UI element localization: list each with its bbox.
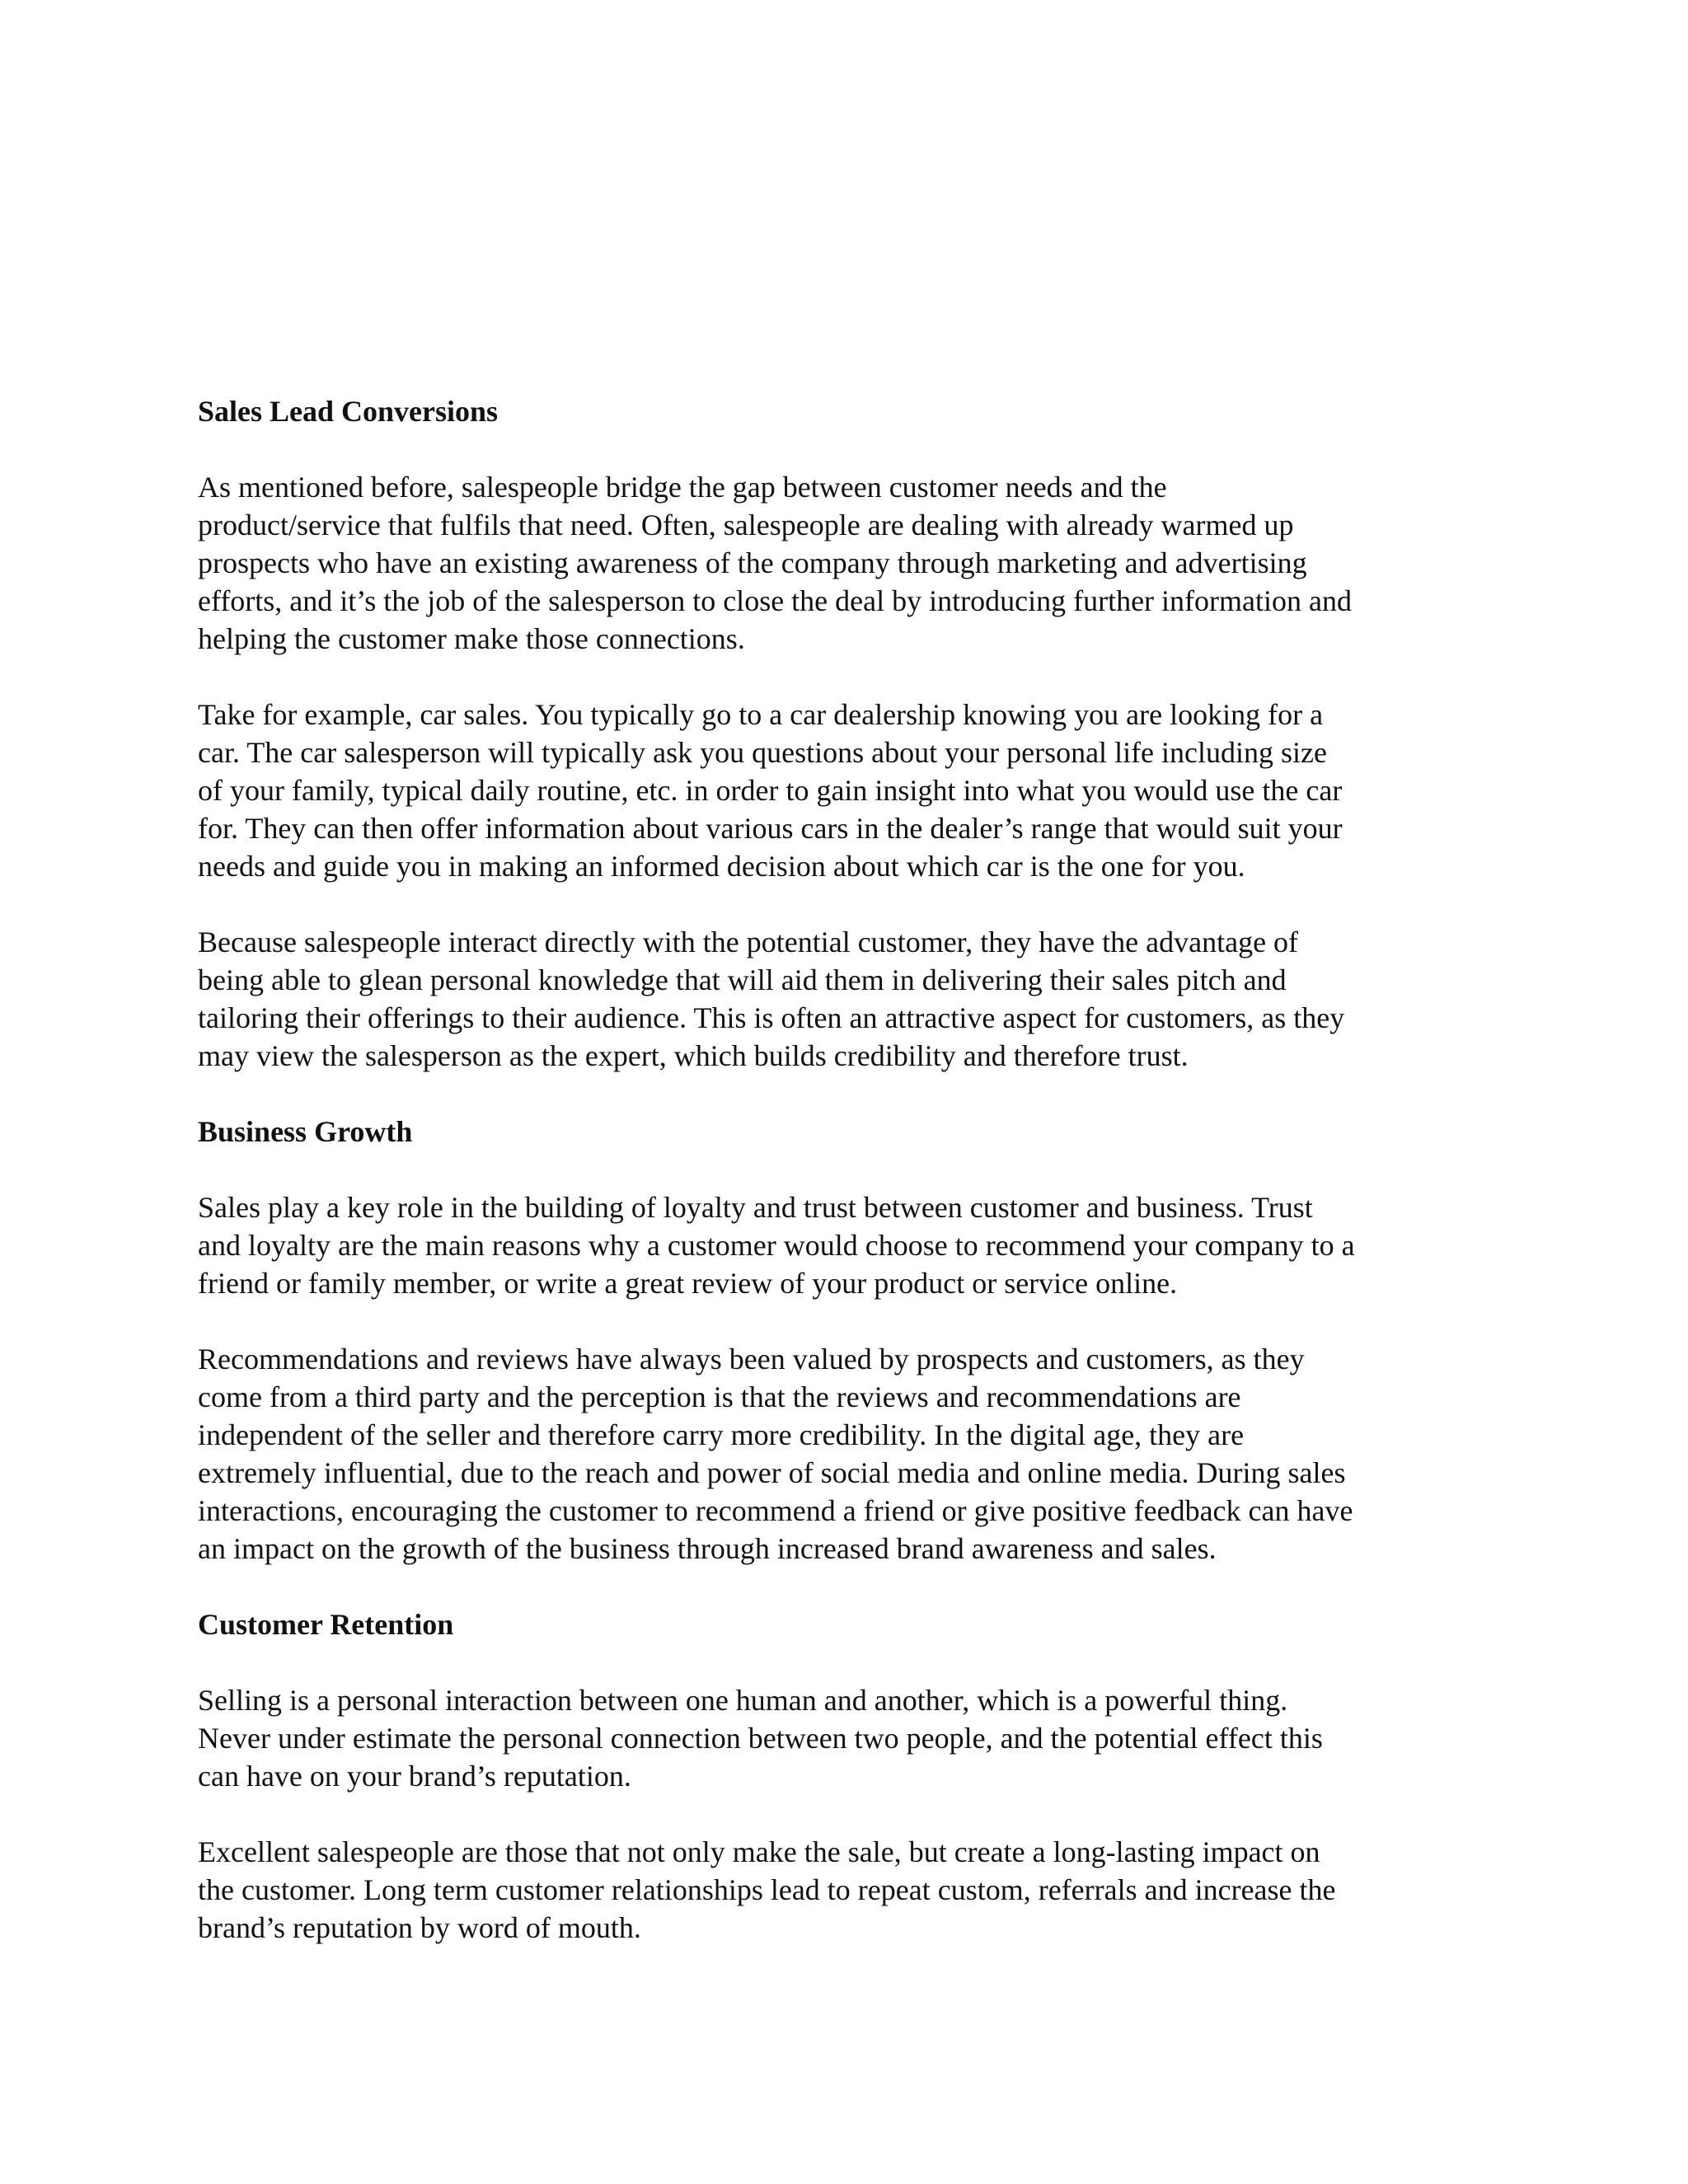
paragraph-line: may view the salesperson as the expert, which builds credibility and therefore trust. (198, 1039, 1189, 1072)
paragraph-line: Because salespeople interact directly with the potential customer, they have the advantage of (198, 926, 1299, 958)
paragraph-line: an impact on the growth of the business through increased brand awareness and sales. (198, 1532, 1217, 1565)
paragraph-line: car. The car salesperson will typically ask you questions about your personal life including size (198, 736, 1327, 769)
section-heading-business-growth: Business Growth (198, 1115, 413, 1148)
section-heading-customer-retention: Customer Retention (198, 1608, 454, 1641)
paragraph-line: friend or family member, or write a great review of your product or service online. (198, 1267, 1178, 1300)
paragraph-line: product/service that fulfils that need. Often, salespeople are dealing with already warmed up (198, 509, 1294, 541)
paragraph-line: As mentioned before, salespeople bridge the gap between customer needs and the (198, 471, 1167, 504)
paragraph-line: tailoring their offerings to their audience. This is often an attractive aspect for customers, as they (198, 1001, 1345, 1034)
section-heading-sales-lead-conversions: Sales Lead Conversions (198, 395, 499, 428)
paragraph-line: the customer. Long term customer relationships lead to repeat custom, referrals and increase the (198, 1873, 1336, 1906)
paragraph-line: Sales play a key role in the building of loyalty and trust between customer and business. Trust (198, 1191, 1313, 1224)
paragraph (198, 923, 1490, 1075)
paragraph-line: brand’s reputation by word of mouth. (198, 1911, 641, 1944)
paragraph-line: Never under estimate the personal connection between two people, and the potential effect this (198, 1722, 1323, 1755)
paragraph (198, 1833, 1490, 1947)
paragraph-line: efforts, and it’s the job of the salesperson to close the deal by introducing further information and (198, 584, 1352, 617)
paragraph-line: prospects who have an existing awareness of the company through marketing and advertising (198, 546, 1307, 579)
paragraph-line: being able to glean personal knowledge that will aid them in delivering their sales pitch and (198, 963, 1287, 996)
paragraph-line: and loyalty are the main reasons why a customer would choose to recommend your company to a (198, 1229, 1355, 1262)
paragraph-line: Recommendations and reviews have always been valued by prospects and customers, as they (198, 1343, 1305, 1376)
paragraph-line: interactions, encouraging the customer to recommend a friend or give positive feedback can have (198, 1494, 1353, 1527)
paragraph-line: independent of the seller and therefore carry more credibility. In the digital age, they are (198, 1418, 1245, 1451)
paragraph (198, 468, 1490, 658)
paragraph-line: come from a third party and the perception is that the reviews and recommendations are (198, 1380, 1241, 1413)
paragraph (198, 1340, 1490, 1568)
paragraph-line: Excellent salespeople are those that not only make the sale, but create a long-lasting impact on (198, 1835, 1320, 1868)
paragraph-line: Take for example, car sales. You typically go to a car dealership knowing you are looking for a (198, 698, 1324, 731)
paragraph-line: Selling is a personal interaction between one human and another, which is a powerful thing. (198, 1684, 1288, 1717)
paragraph-line: extremely influential, due to the reach and power of social media and online media. During sales (198, 1456, 1346, 1489)
paragraph (198, 1681, 1490, 1795)
paragraph (198, 696, 1490, 885)
paragraph-line: can have on your brand’s reputation. (198, 1760, 631, 1793)
document-body (198, 392, 1490, 1985)
paragraph (198, 1188, 1490, 1302)
paragraph-line: of your family, typical daily routine, etc. in order to gain insight into what you would use the car (198, 774, 1343, 807)
paragraph-line: helping the customer make those connections. (198, 622, 745, 655)
paragraph-line: for. They can then offer information about various cars in the dealer’s range that would suit your (198, 812, 1343, 845)
paragraph-line: needs and guide you in making an informed decision about which car is the one for you. (198, 850, 1245, 883)
